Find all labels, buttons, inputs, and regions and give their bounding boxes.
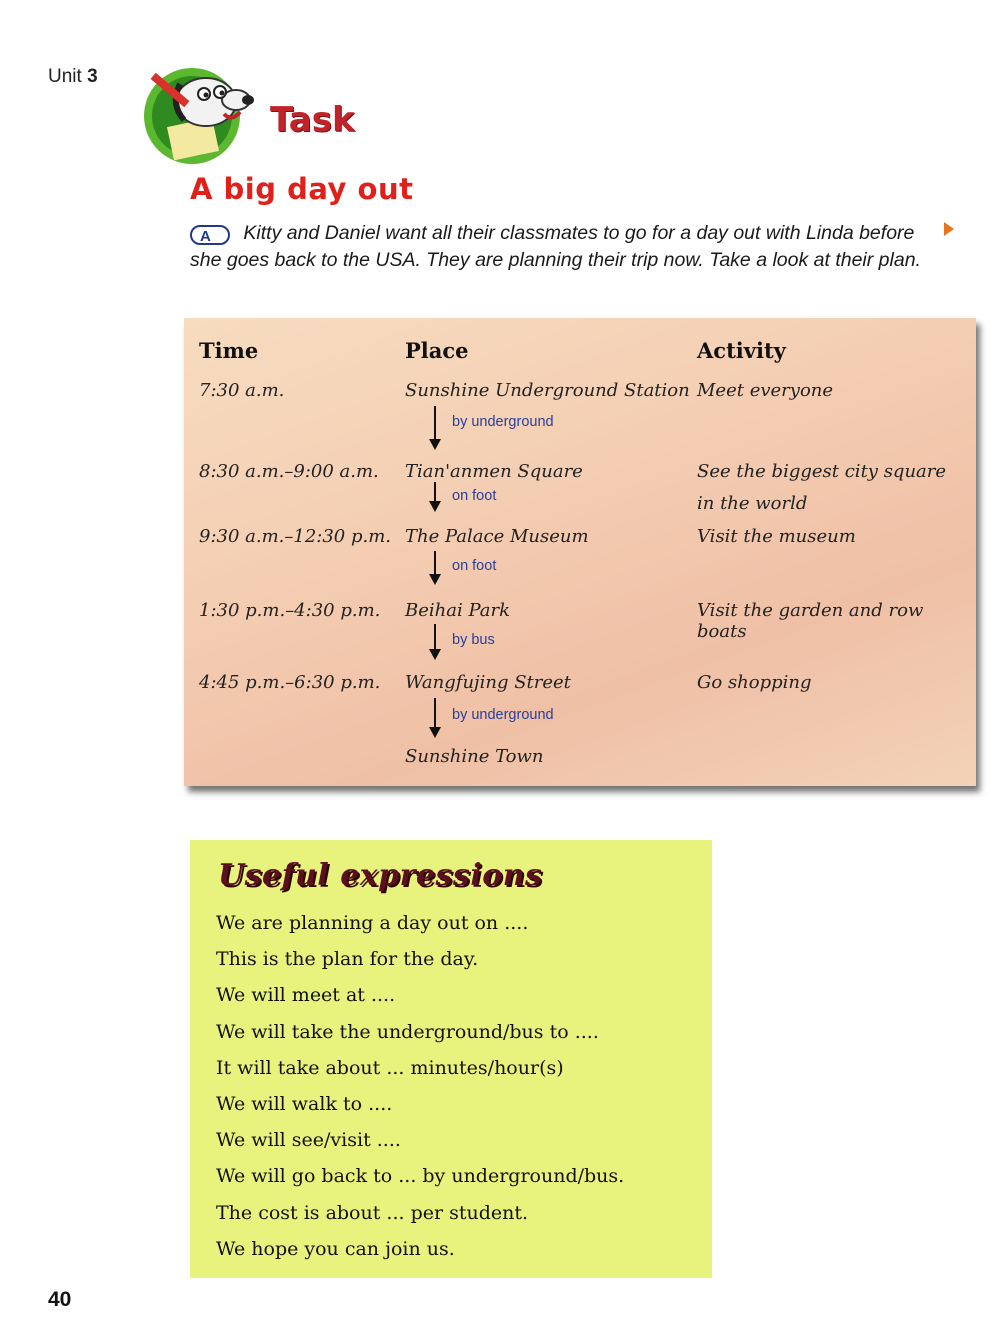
- row-place: The Palace Museum: [405, 526, 589, 547]
- down-arrow-icon: [434, 406, 436, 448]
- row-activity-cont: in the world: [697, 493, 808, 514]
- expression-item: This is the plan for the day.: [216, 948, 479, 970]
- unit-label: [48, 66, 98, 88]
- transport-label: by underground: [452, 707, 554, 723]
- unit-label-text: Unit: [48, 66, 82, 87]
- useful-expressions-title: Useful expressions: [218, 858, 543, 893]
- down-arrow-icon: [434, 482, 436, 510]
- useful-expressions-box: [190, 840, 712, 1278]
- row-time: 4:45 p.m.–6:30 p.m.: [199, 672, 381, 693]
- expression-item: We will walk to ....: [216, 1093, 393, 1115]
- audio-badge-letter: A: [190, 225, 230, 245]
- transport-label: by bus: [452, 632, 495, 648]
- audio-badge-icon[interactable]: [190, 225, 230, 245]
- header-activity: Activity: [697, 338, 786, 363]
- section-title: A big day out: [190, 172, 414, 206]
- mascot-dog-icon: [140, 64, 268, 168]
- expression-item: We will take the underground/bus to ....: [216, 1021, 599, 1043]
- page-number: 40: [48, 1288, 72, 1311]
- row-activity: Visit the museum: [697, 526, 856, 547]
- intro-text: Kitty and Daniel want all their classmates to go for a day out with Linda before she goes back to the USA. They are planning their trip now. Take a look at their plan.: [190, 222, 921, 271]
- down-arrow-icon: [434, 551, 436, 583]
- row-place: Sunshine Town: [405, 746, 544, 767]
- row-activity: Visit the garden and row boats: [697, 600, 924, 642]
- expression-item: It will take about ... minutes/hour(s): [216, 1057, 564, 1079]
- intro-paragraph: [190, 220, 950, 274]
- expression-item: We will see/visit ....: [216, 1129, 401, 1151]
- expression-item: We are planning a day out on ....: [216, 912, 529, 934]
- down-arrow-icon: [434, 624, 436, 658]
- header-time: Time: [199, 338, 259, 363]
- down-arrow-icon: [434, 698, 436, 736]
- row-activity: Go shopping: [697, 672, 812, 693]
- row-time: 7:30 a.m.: [199, 380, 285, 401]
- row-time: 1:30 p.m.–4:30 p.m.: [199, 600, 381, 621]
- expression-item: We will meet at ....: [216, 984, 396, 1006]
- expression-item: The cost is about ... per student.: [216, 1202, 529, 1224]
- play-icon: [944, 222, 954, 236]
- plan-table: [184, 318, 976, 786]
- header-place: Place: [405, 338, 469, 363]
- unit-number: 3: [87, 66, 98, 87]
- task-title: Task: [270, 100, 355, 140]
- transport-label: by underground: [452, 414, 554, 430]
- row-activity: Meet everyone: [697, 380, 834, 401]
- row-time: 9:30 a.m.–12:30 p.m.: [199, 526, 392, 547]
- row-place: Tian'anmen Square: [405, 461, 583, 482]
- transport-label: on foot: [452, 558, 497, 574]
- expression-item: We hope you can join us.: [216, 1238, 455, 1260]
- expression-item: We will go back to ... by underground/bus.: [216, 1165, 625, 1187]
- row-place: Beihai Park: [405, 600, 510, 621]
- row-place: Wangfujing Street: [405, 672, 571, 693]
- row-place: Sunshine Underground Station: [405, 380, 690, 401]
- row-time: 8:30 a.m.–9:00 a.m.: [199, 461, 379, 482]
- row-activity: See the biggest city square: [697, 461, 947, 482]
- transport-label: on foot: [452, 488, 497, 504]
